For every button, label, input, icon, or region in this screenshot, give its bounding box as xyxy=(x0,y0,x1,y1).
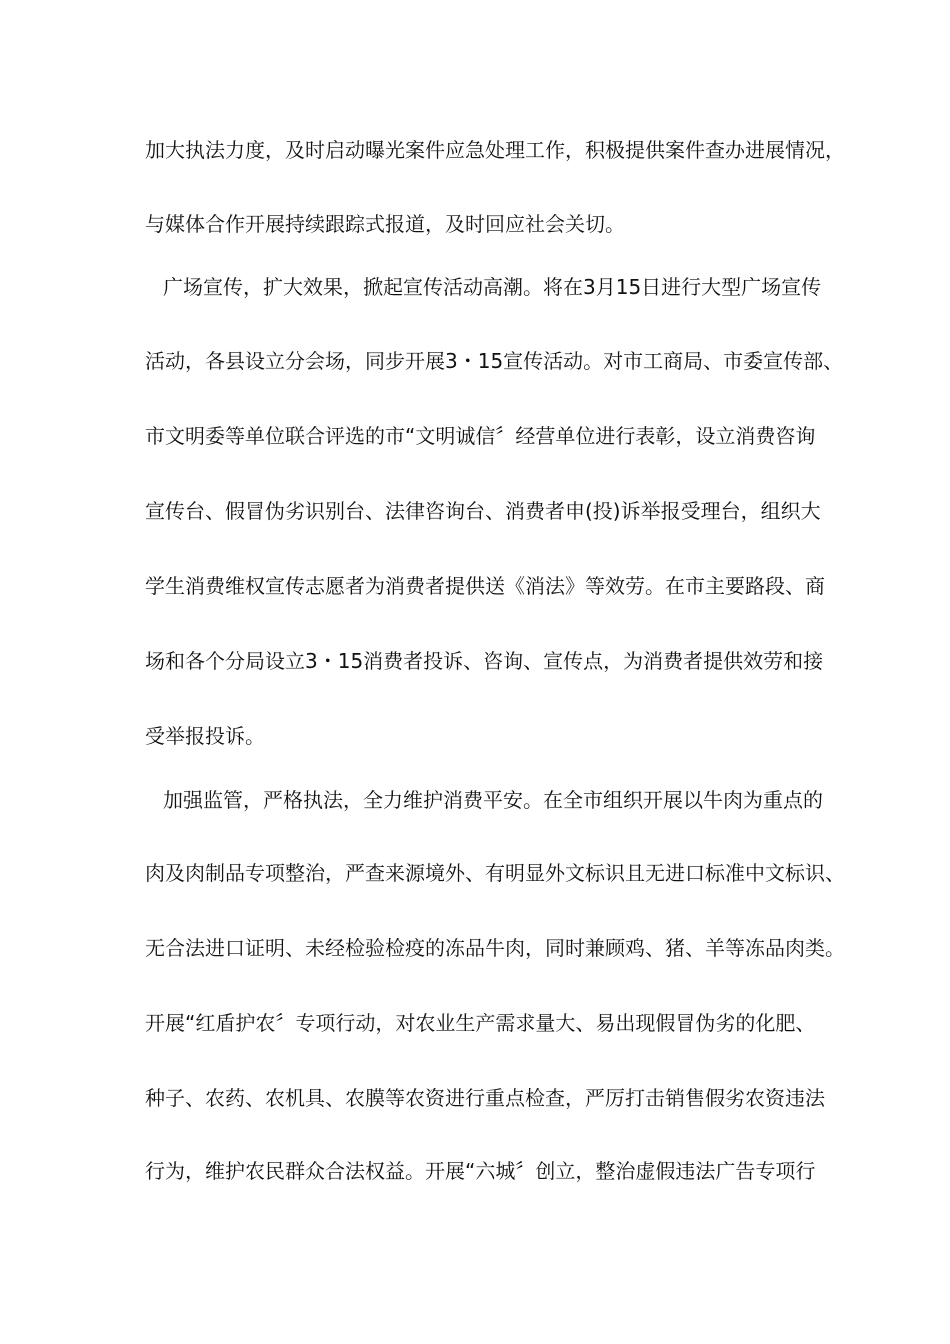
text-line: 活动，各县设立分会场，同步开展3・15宣传活动。对市工商局、市委宣传部、 xyxy=(145,349,844,373)
paragraph-start-line: 广场宣传，扩大效果，掀起宣传活动高潮。将在3月15日进行大型广场宣传 xyxy=(163,275,822,299)
text-line: 学生消费维权宣传志愿者为消费者提供送《消法》等效劳。在市主要路段、商 xyxy=(145,574,825,598)
text-line: 受举报投诉。 xyxy=(145,724,265,748)
text-line: 无合法进口证明、未经检验检疫的冻品牛肉，同时兼顾鸡、猪、羊等冻品肉类。 xyxy=(145,936,845,960)
text-line: 肉及肉制品专项整治，严查来源境外、有明显外文标识且无进口标准中文标识、 xyxy=(145,861,845,885)
text-line: 种子、农药、农机具、农膜等农资进行重点检查，严厉打击销售假劣农资违法 xyxy=(145,1086,825,1110)
text-line: 开展“红盾护农〞专项行动，对农业生产需求量大、易出现假冒伪劣的化肥、 xyxy=(145,1011,816,1035)
text-line: 行为，维护农民群众合法权益。开展“六城〞创立，整治虚假违法广告专项行 xyxy=(145,1159,816,1183)
text-line: 市文明委等单位联合评选的市“文明诚信〞经营单位进行表彰，设立消费咨询 xyxy=(145,424,816,448)
text-line: 场和各个分局设立3・15消费者投诉、咨询、宣传点，为消费者提供效劳和接 xyxy=(145,649,824,673)
text-line: 宣传台、假冒伪劣识别台、法律咨询台、消费者申(投)诉举报受理台，组织大 xyxy=(145,499,821,523)
paragraph-start-line: 加强监管，严格执法，全力维护消费平安。在全市组织开展以牛肉为重点的 xyxy=(163,788,823,812)
text-line: 与媒体合作开展持续跟踪式报道，及时回应社会关切。 xyxy=(145,212,625,236)
text-line: 加大执法力度，及时启动曝光案件应急处理工作，积极提供案件查办进展情况， xyxy=(145,138,845,162)
